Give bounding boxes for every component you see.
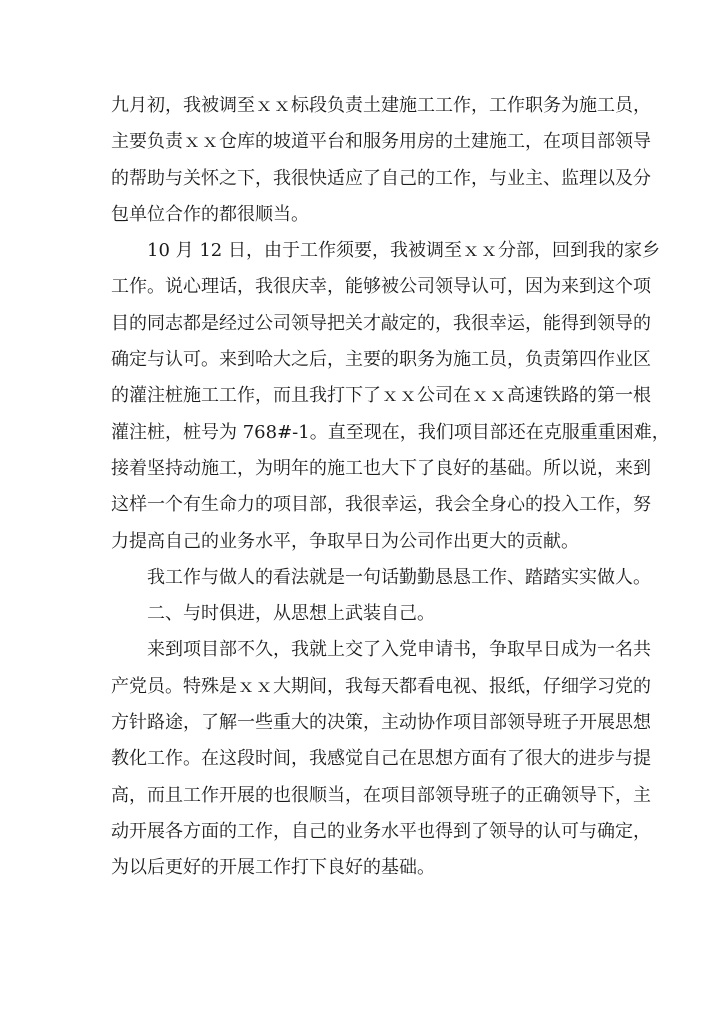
text-line: 动开展各方面的工作，自己的业务水平也得到了领导的认可与确定，: [111, 820, 651, 842]
text-line: 教化工作。在这段时间，我感觉自己在思想方面有了很大的进步与提: [111, 748, 651, 770]
text-line: 目的同志都是经过公司领导把关才敲定的，我很幸运，能得到领导的: [111, 312, 651, 334]
text-line: 10 月 12 日，由于工作须要，我被调至ｘｘ分部，回到我的家乡: [147, 240, 660, 262]
text-line: 这样一个有生命力的项目部，我很幸运，我会全身心的投入工作，努: [111, 494, 651, 516]
text-line: 灌注桩，桩号为 768#-1。直至现在，我们项目部还在克服重重困难，: [111, 421, 670, 443]
text-line: 方针路途，了解一些重大的决策，主动协作项目部领导班子开展思想: [111, 712, 651, 734]
text-line: 九月初，我被调至ｘｘ标段负责土建施工工作，工作职务为施工员，: [111, 95, 651, 116]
section-heading: 二、与时俱进，从思想上武装自己。: [147, 603, 435, 625]
text-line: 主要负责ｘｘ仓库的坡道平台和服务用房的土建施工，在项目部领导: [111, 131, 651, 153]
text-line: 的帮助与关怀之下，我很快适应了自己的工作，与业主、监理以及分: [111, 167, 651, 189]
text-line: 我工作与做人的看法就是一句话勤勤恳恳工作、踏踏实实做人。: [147, 566, 651, 588]
text-line: 确定与认可。来到哈大之后，主要的职务为施工员，负责第四作业区: [111, 349, 651, 371]
text-line: 力提高自己的业务水平，争取早日为公司作出更大的贡献。: [111, 530, 579, 552]
text-line: 工作。说心理话，我很庆幸，能够被公司领导认可，因为来到这个项: [111, 276, 651, 298]
text-line: 包单位合作的都很顺当。: [111, 203, 309, 225]
text-line: 高，而且工作开展的也很顺当，在项目部领导班子的正确领导下，主: [111, 784, 651, 806]
document-body: [111, 88, 670, 887]
text-line: 产党员。特殊是ｘｘ大期间，我每天都看电视、报纸，仔细学习党的: [111, 675, 651, 697]
text-line: 接着坚持动施工，为明年的施工也大下了良好的基础。所以说，来到: [111, 457, 651, 479]
text-line: 来到项目部不久，我就上交了入党申请书，争取早日成为一名共: [147, 639, 651, 661]
text-line: 为以后更好的开展工作打下良好的基础。: [111, 857, 435, 879]
text-line: 的灌注桩施工工作，而且我打下了ｘｘ公司在ｘｘ高速铁路的第一根: [111, 385, 651, 407]
